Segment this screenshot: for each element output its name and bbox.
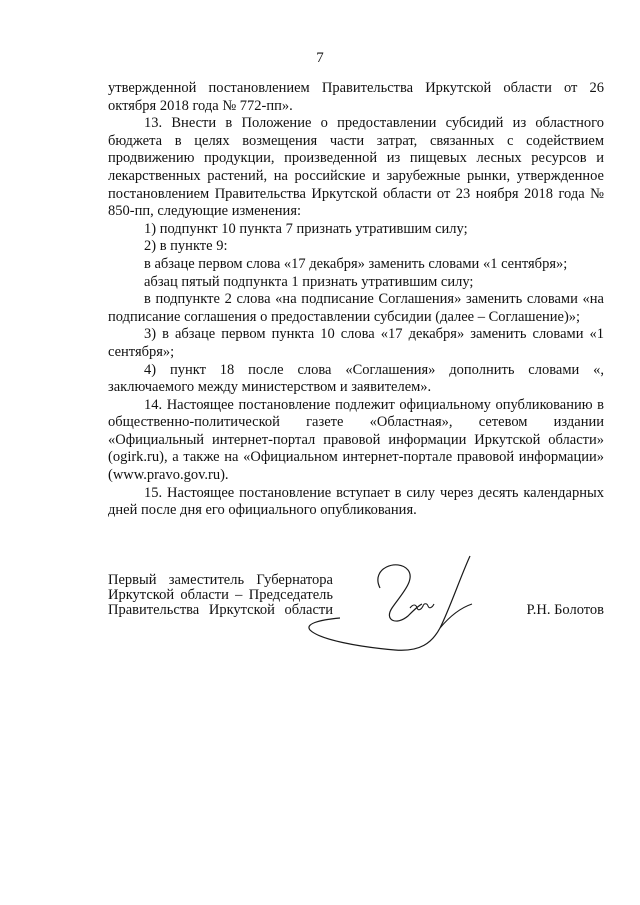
handwritten-signature <box>300 548 500 658</box>
paragraph: утвержденной постановлением Правительства Иркутской области от 26 октября 2018 года № 772-пп». <box>108 80 604 114</box>
paragraph: 2) в пункте 9: <box>144 238 228 255</box>
paragraph: 3) в абзаце первом пункта 10 слова «17 декабря» заменить словами «1 сентября»; <box>108 326 604 360</box>
signatory-name: Р.Н. Болотов <box>526 602 604 618</box>
page-number: 7 <box>316 50 324 66</box>
paragraph: абзац пятый подпункта 1 признать утратившим силу; <box>144 273 474 290</box>
paragraph: в абзаце первом слова «17 декабря» заменить словами «1 сентября»; <box>144 255 568 272</box>
signatory-role-line: Правительства Иркутской области <box>108 602 333 618</box>
paragraph: 4) пункт 18 после слова «Соглашения» дополнить словами «, заключаемого между министерством и заявителем». <box>108 361 604 396</box>
document-body <box>108 80 604 520</box>
paragraph: 14. Настоящее постановление подлежит официальному опубликованию в общественно-политической газете «Областная», сетевом издании «Официальный интернет-портал правовой информации Иркутской области» (ogirk.ru), а также на «Официальном интернет-портале правовой информации» (www.pravo.gov.ru). <box>108 396 604 484</box>
paragraph: 1) подпункт 10 пункта 7 признать утратившим силу; <box>144 220 468 237</box>
signatory-role-line: Первый заместитель Губернатора <box>108 572 333 588</box>
paragraph: в подпункте 2 слова «на подписание Соглашения» заменить словами «на подписание соглашения о предоставлении субсидии (далее – Соглашение)»; <box>108 291 604 325</box>
signatory-role-line: Иркутской области – Председатель <box>108 587 333 603</box>
paragraph: 15. Настоящее постановление вступает в силу через десять календарных дней после дня его официального опубликования. <box>108 484 604 519</box>
paragraph: 13. Внести в Положение о предоставлении субсидий из областного бюджета в целях возмещения части затрат, связанных с содействием продвижению продукции, произведенной из пищевых лесных ресурсов и лекарственных растений, на российские и зарубежные рынки, утвержденное постановлением Правительства Иркутской области от 23 ноября 2018 года № 850-пп, следующие изменения: <box>108 115 604 220</box>
